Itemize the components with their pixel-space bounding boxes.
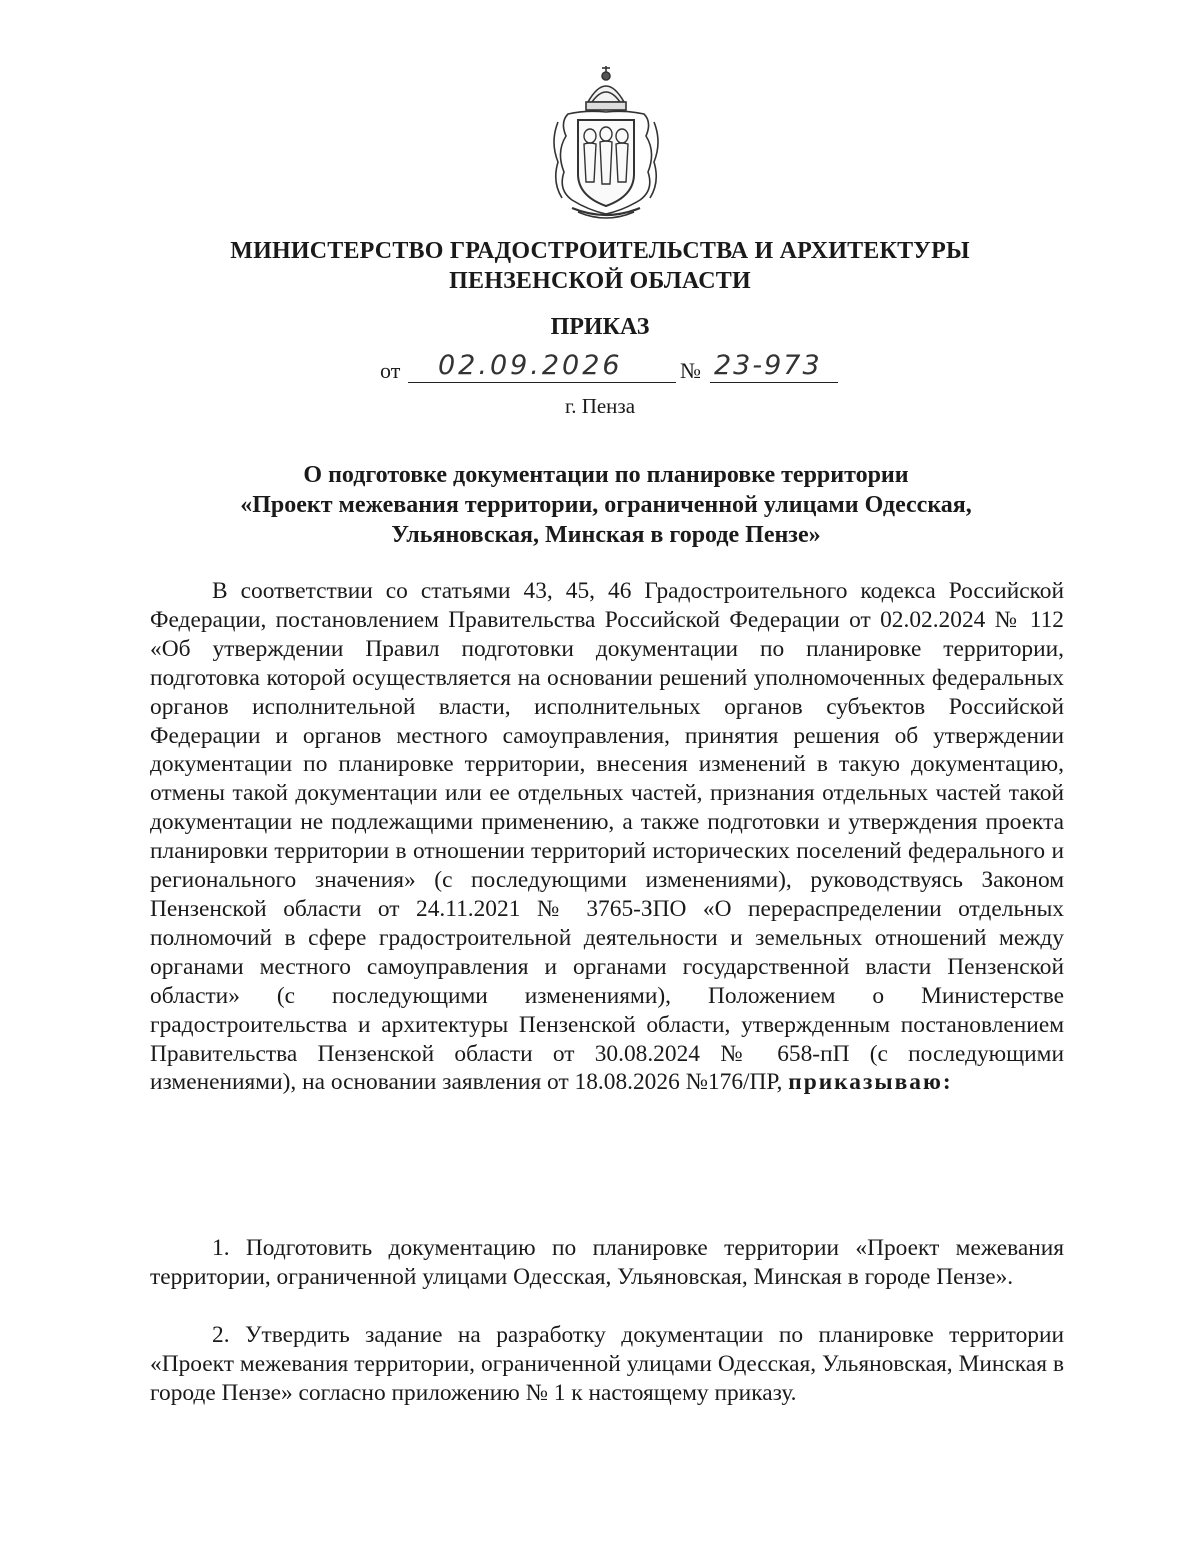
from-label: от [380, 358, 401, 383]
order-command-word: приказываю: [788, 1069, 953, 1096]
handwritten-number: 23-973 [714, 350, 822, 381]
order-date-number-line [380, 350, 840, 386]
subject-line2: «Проект межевания территории, ограниченной улицами Одесская, [240, 492, 972, 518]
preamble-paragraph [150, 577, 1064, 1097]
ministry-name-line1: МИНИСТЕРСТВО ГРАДОСТРОИТЕЛЬСТВА И АРХИТЕКТУРЫ [230, 238, 970, 264]
order-item-1: 1. Подготовить документацию по планировке территории «Проект межевания территории, ограниченной улицами Одесская, Ульяновская, Минская в городе Пензе». [150, 1235, 1064, 1290]
number-label: № [680, 358, 701, 383]
handwritten-date: 02.09.2026 [438, 350, 623, 381]
order-subject [150, 460, 1062, 550]
subject-line1: О подготовке документации по планировке территории [303, 462, 909, 488]
coat-of-arms-emblem [548, 62, 664, 222]
ministry-name-line2: ПЕНЗЕНСКОЙ ОБЛАСТИ [449, 268, 751, 294]
preamble-text: В соответствии со статьями 43, 45, 46 Градостроительного кодекса Российской Федерации, постановлением Правительства Российской Федерации от 02.02.2024 № 112 «Об утверждении Правил подготовки документации по планировке территории, подготовка которой осуществляется на основании решений уполномоченных федеральных органов исполнительной власти, исполнительных органов субъектов Российской Федерации и органов местного самоуправления, принятия решения об утверждении документации по планировке территории, внесения изменений в такую документацию, отмены такой документации или ее отдельных частей, признания отдельных частей такой документации не подлежащими применению, а также подготовки и утверждения проекта планировки территории в отношении территорий исторических поселений федерального и регионального значения» (с последующими изменениями), руководствуясь Законом Пензенской области от 24.11.2021 № 3765-ЗПО «О перераспределении отдельных полномочий в сфере градостроительной деятельности и земельных отношений между органами местного самоуправления и органами государственной власти Пензенской области» (с последующими изменениями), Положением о Министерстве градостроительства и архитектуры Пензенской области, утвержденным постановлением Правительства Пензенской области от 30.08.2024 № 658-пП (с последующими изменениями), на основании заявления от 18.08.2026 №176/ПР, [150, 578, 1064, 1096]
subject-line3: Ульяновская, Минская в городе Пензе» [391, 522, 821, 548]
city-line: г. Пенза [564, 394, 636, 418]
order-item-2: 2. Утвердить задание на разработку документации по планировке территории «Проект межевания территории, ограниченной улицами Одесская, Ульяновская, Минская в городе Пензе» согласно приложению № 1 к настоящему приказу. [150, 1322, 1064, 1406]
document-type-title: ПРИКАЗ [550, 314, 650, 340]
ministry-heading [0, 236, 1200, 296]
